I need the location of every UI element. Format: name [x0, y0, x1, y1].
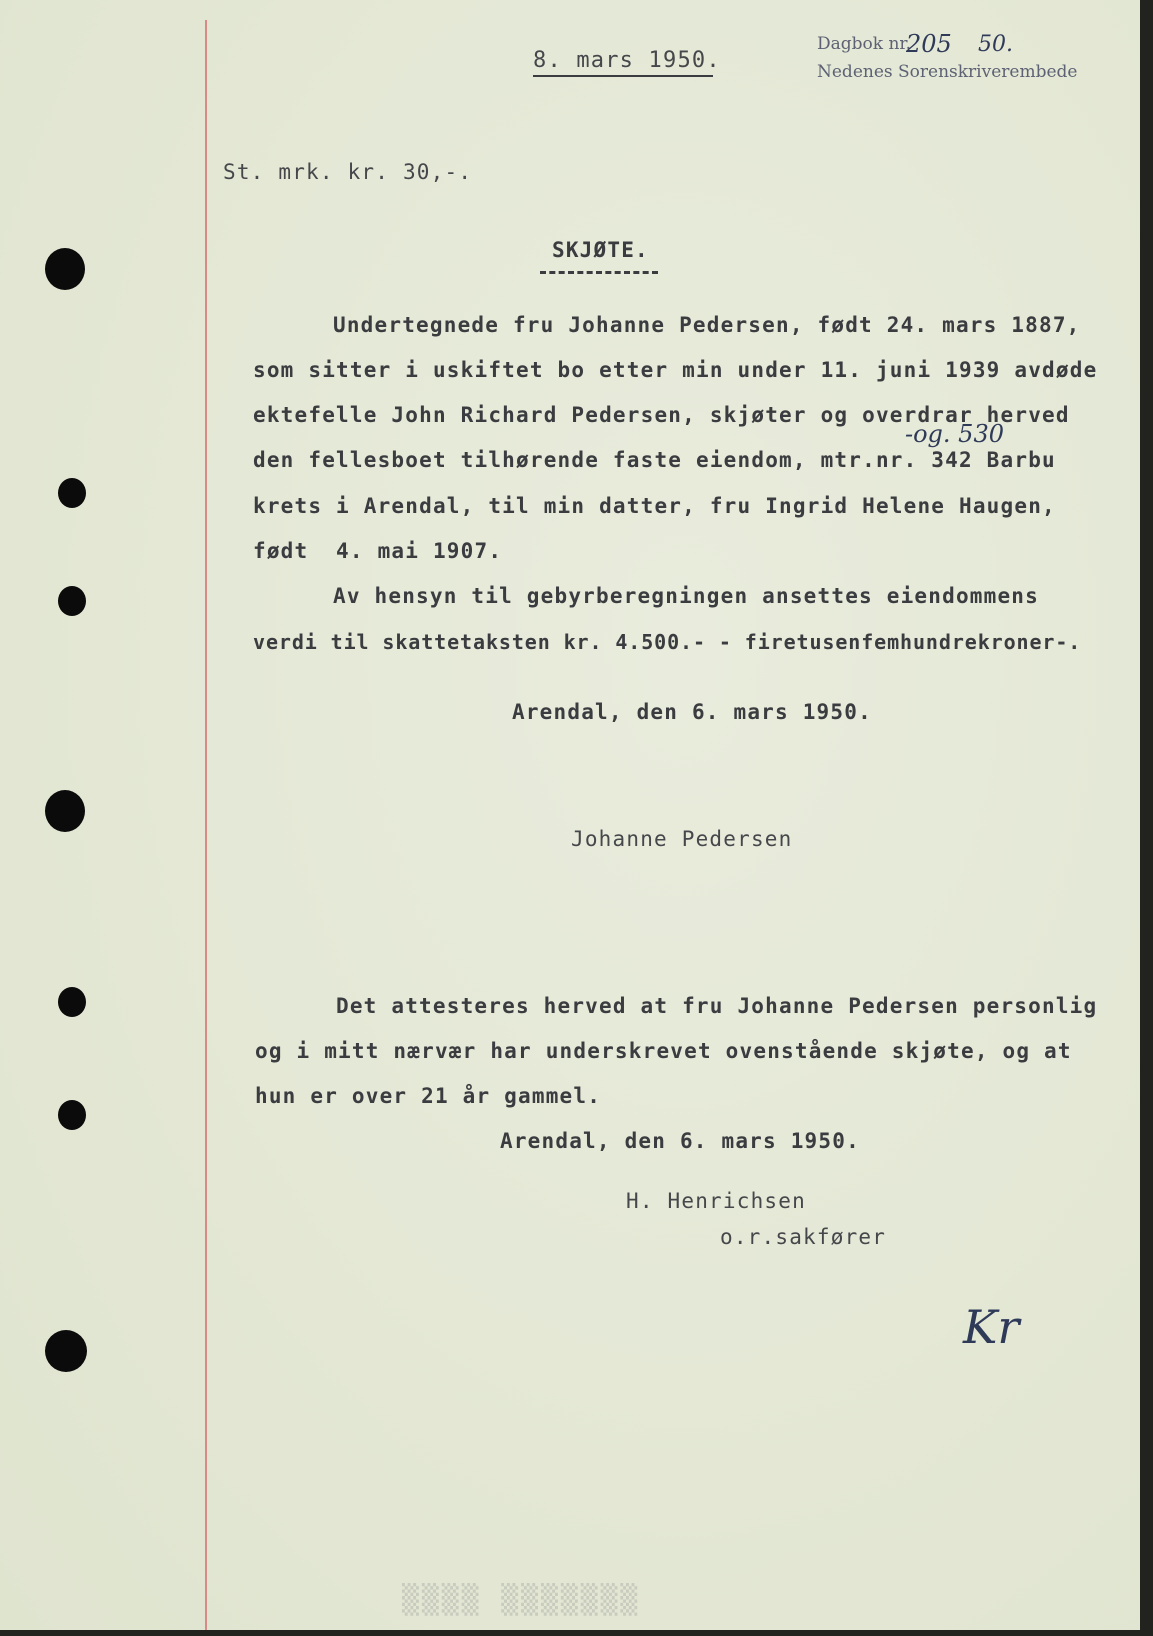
body-line: Undertegnede fru Johanne Pedersen, født 24. mars 1887, [333, 313, 1081, 337]
body-line: verdi til skattetaksten kr. 4.500.- - firetusenfemhundrekroner-. [253, 630, 1082, 654]
body-line: Av hensyn til gebyrberegningen ansettes eiendommens [333, 584, 1039, 608]
body-line: som sitter i uskiftet bo etter min under 11. juni 1939 avdøde [253, 358, 1098, 382]
punch-hole [58, 1100, 86, 1130]
place-date: Arendal, den 6. mars 1950. [500, 1129, 860, 1153]
punch-hole [45, 248, 85, 290]
document-title: SKJØTE. [552, 238, 649, 262]
attesting-signature-title: o.r.sakfører [720, 1225, 887, 1249]
attesting-signature-name: H. Henrichsen [626, 1189, 806, 1213]
red-margin-line [205, 20, 207, 1630]
handwritten-initials: Kr [963, 1300, 1020, 1354]
stamp-office: Nedenes Sorenskriverembede [817, 62, 1078, 82]
punch-hole [45, 790, 85, 832]
dagbok-number: 205 [906, 30, 952, 58]
attest-line: Det attesteres herved at fru Johanne Pedersen personlig [336, 994, 1098, 1018]
stamp-dagbok-label: Dagbok nr. [817, 34, 912, 54]
place-date: Arendal, den 6. mars 1950. [512, 700, 872, 724]
document-date: 8. mars 1950. [533, 48, 721, 73]
punch-hole [58, 478, 86, 508]
punch-hole [58, 987, 86, 1017]
body-line: den fellesboet tilhørende faste eiendom, mtr.nr. 342 Barbu [253, 448, 1056, 472]
dagbok-year: 50. [978, 32, 1013, 57]
attest-line: og i mitt nærvær har underskrevet ovenstående skjøte, og at [255, 1039, 1072, 1063]
signature-name: Johanne Pedersen [571, 827, 793, 851]
attest-line: hun er over 21 år gammel. [255, 1084, 602, 1108]
date-underline [533, 75, 713, 77]
body-line: ektefelle John Richard Pedersen, skjøter og overdrar herved [253, 403, 1070, 427]
body-line: krets i Arendal, til min datter, fru Ingrid Helene Haugen, [253, 494, 1056, 518]
punch-hole [58, 586, 86, 616]
body-line: født 4. mai 1907. [253, 539, 503, 563]
bleed-through-text: ▒▒▒▒ ▒▒▒▒▒▒▒ [402, 1583, 641, 1616]
handwritten-insert: -og. 530 [905, 420, 1004, 448]
punch-hole [45, 1330, 87, 1372]
fee-line: St. mrk. kr. 30,-. [223, 160, 473, 184]
title-underline [540, 271, 658, 274]
